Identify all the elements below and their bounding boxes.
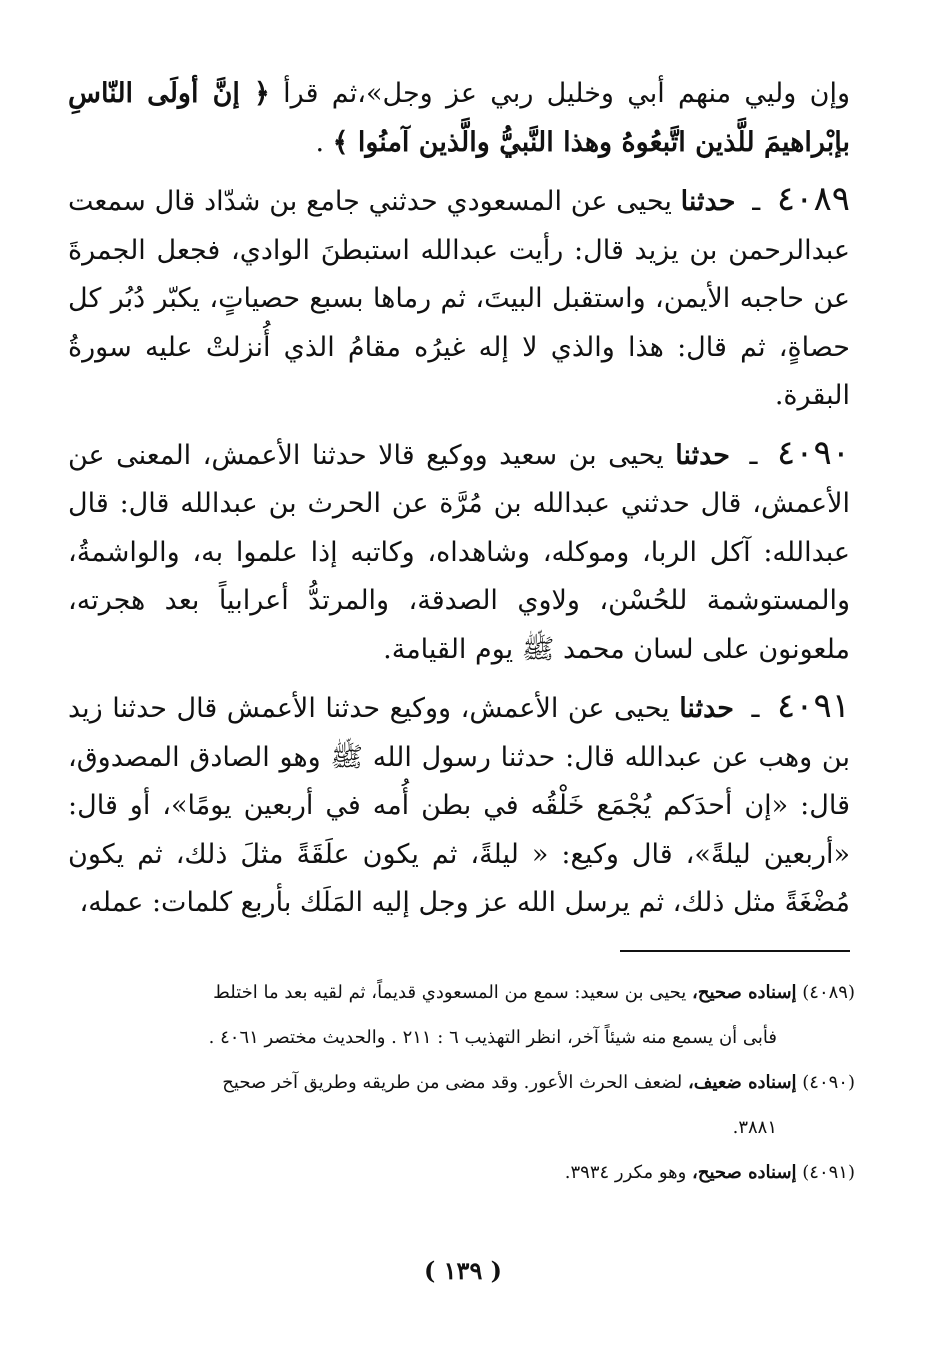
hadith-number: ٤٠٨٩ xyxy=(776,179,850,219)
footnote-text: وهو مكرر ٣٩٣٤. xyxy=(564,1162,687,1183)
footnote-verdict: إسناده صحيح، xyxy=(692,1162,797,1183)
hadith-lead: حدثنا xyxy=(680,186,736,217)
hadith-dash: ـ xyxy=(752,186,761,217)
opening-end: . xyxy=(315,126,325,158)
footnote-4089 xyxy=(80,972,855,1013)
footnote-ref: (٤٠٩٠) xyxy=(802,1072,855,1093)
hadith-dash: ـ xyxy=(751,693,760,724)
quran-verse: ﴿ إنَّ أولَى النّاسِ بإبْراهيمَ للَّذين اتَّبعُوهُ وهذا النَّبيُّ والَّذين آمنُوا ﴾ xyxy=(68,78,850,158)
hadith-text: يحيى بن سعيد ووكيع قالا حدثنا الأعمش، المعنى عن الأعمش، قال حدثني عبدالله بن مُرَّة عن الحرث بن عبدالله قال: قال عبدالله: آكل الربا، وموكله، وشاهداه، وكاتبه إذا علموا به، والواشمةُ، والمستوشمة للحُسْن، ولاوي الصدقة، والمرتدُّ أعرابياً بعد هجرته، ملعونون على لسان محمد ﷺ يوم القيامة. xyxy=(68,439,850,665)
footnote-text: يحيى بن سعيد: سمع من المسعودي قديماً، ثم لقيه بعد ما اختلط xyxy=(213,982,687,1003)
footnote-ref: (٤٠٨٩) xyxy=(802,982,855,1003)
footnote-4090-continuation xyxy=(80,1107,855,1148)
footnote-verdict: إسناده ضعيف، xyxy=(687,1072,797,1093)
footnotes-block xyxy=(80,972,855,1197)
footnote-continuation: فأبى أن يسمع منه شيئاً آخر، انظر التهذيب ٦ : ٢١١ . والحديث مختصر ٤٠٦١ . xyxy=(208,1027,777,1048)
footnote-4091 xyxy=(80,1152,855,1193)
opening-text: وإن وليي منهم أبي وخليل ربي عز وجل»،ثم قرأ xyxy=(283,78,850,109)
page-number: ( ١٣٩ ) xyxy=(423,1256,503,1285)
hadith-lead: حدثنا xyxy=(675,439,731,471)
footnote-continuation: ٣٨٨١. xyxy=(732,1117,777,1138)
hadith-text: يحيى عن الأعمش، ووكيع حدثنا الأعمش قال حدثنا زيد بن وهب عن عبدالله قال: حدثنا رسول الله ﷺ وهو الصادق المصدوق، قال: «إن أحدَكم يُجْمَع خَلْقُه في بطن أُمه في أربعين يومًا»، أو قال: «أربعين ليلةً»، قال وكيع: « ليلةً، ثم يكون علَقَةً مثلَ ذلك، ثم يكون مُضْغَةً مثل ذلك، ثم يرسل الله عز وجل إليه المَلَك بأربع كلمات: عمله، xyxy=(68,693,850,918)
footnote-ref: (٤٠٩١) xyxy=(802,1162,855,1183)
hadith-number: ٤٠٩١ xyxy=(776,686,850,726)
footnote-4090 xyxy=(80,1062,855,1103)
hadith-4090 xyxy=(68,429,850,675)
hadith-4089 xyxy=(68,175,850,421)
footnote-text: لضعف الحرث الأعور. وقد مضى من طريقه وطريق آخر صحيح xyxy=(222,1072,683,1093)
footnote-4089-continuation xyxy=(80,1017,855,1058)
footnote-verdict: إسناده صحيح، xyxy=(692,982,797,1003)
hadith-4091 xyxy=(68,682,850,928)
opening-paragraph xyxy=(68,70,850,167)
hadith-text: يحيى عن المسعودي حدثني جامع بن شدّاد قال سمعت عبدالرحمن بن يزيد قال: رأيت عبدالله استبطنَ الوادي، فجعل الجمرةَ عن حاجبه الأيمن، واستقبل البيتَ، ثم رماها بسبع حصياتٍ، يكبّر دُبُر كل حصاةٍ، ثم قال: هذا والذي لا إله غيرُه مقامُ الذي أُنزلتْ عليه سورةُ البقرة. xyxy=(68,186,850,411)
hadith-number: ٤٠٩٠ xyxy=(776,432,850,473)
hadith-lead: حدثنا xyxy=(679,693,734,724)
footnote-divider xyxy=(620,950,850,952)
main-text-block xyxy=(68,70,850,936)
hadith-dash: ـ xyxy=(749,439,758,471)
